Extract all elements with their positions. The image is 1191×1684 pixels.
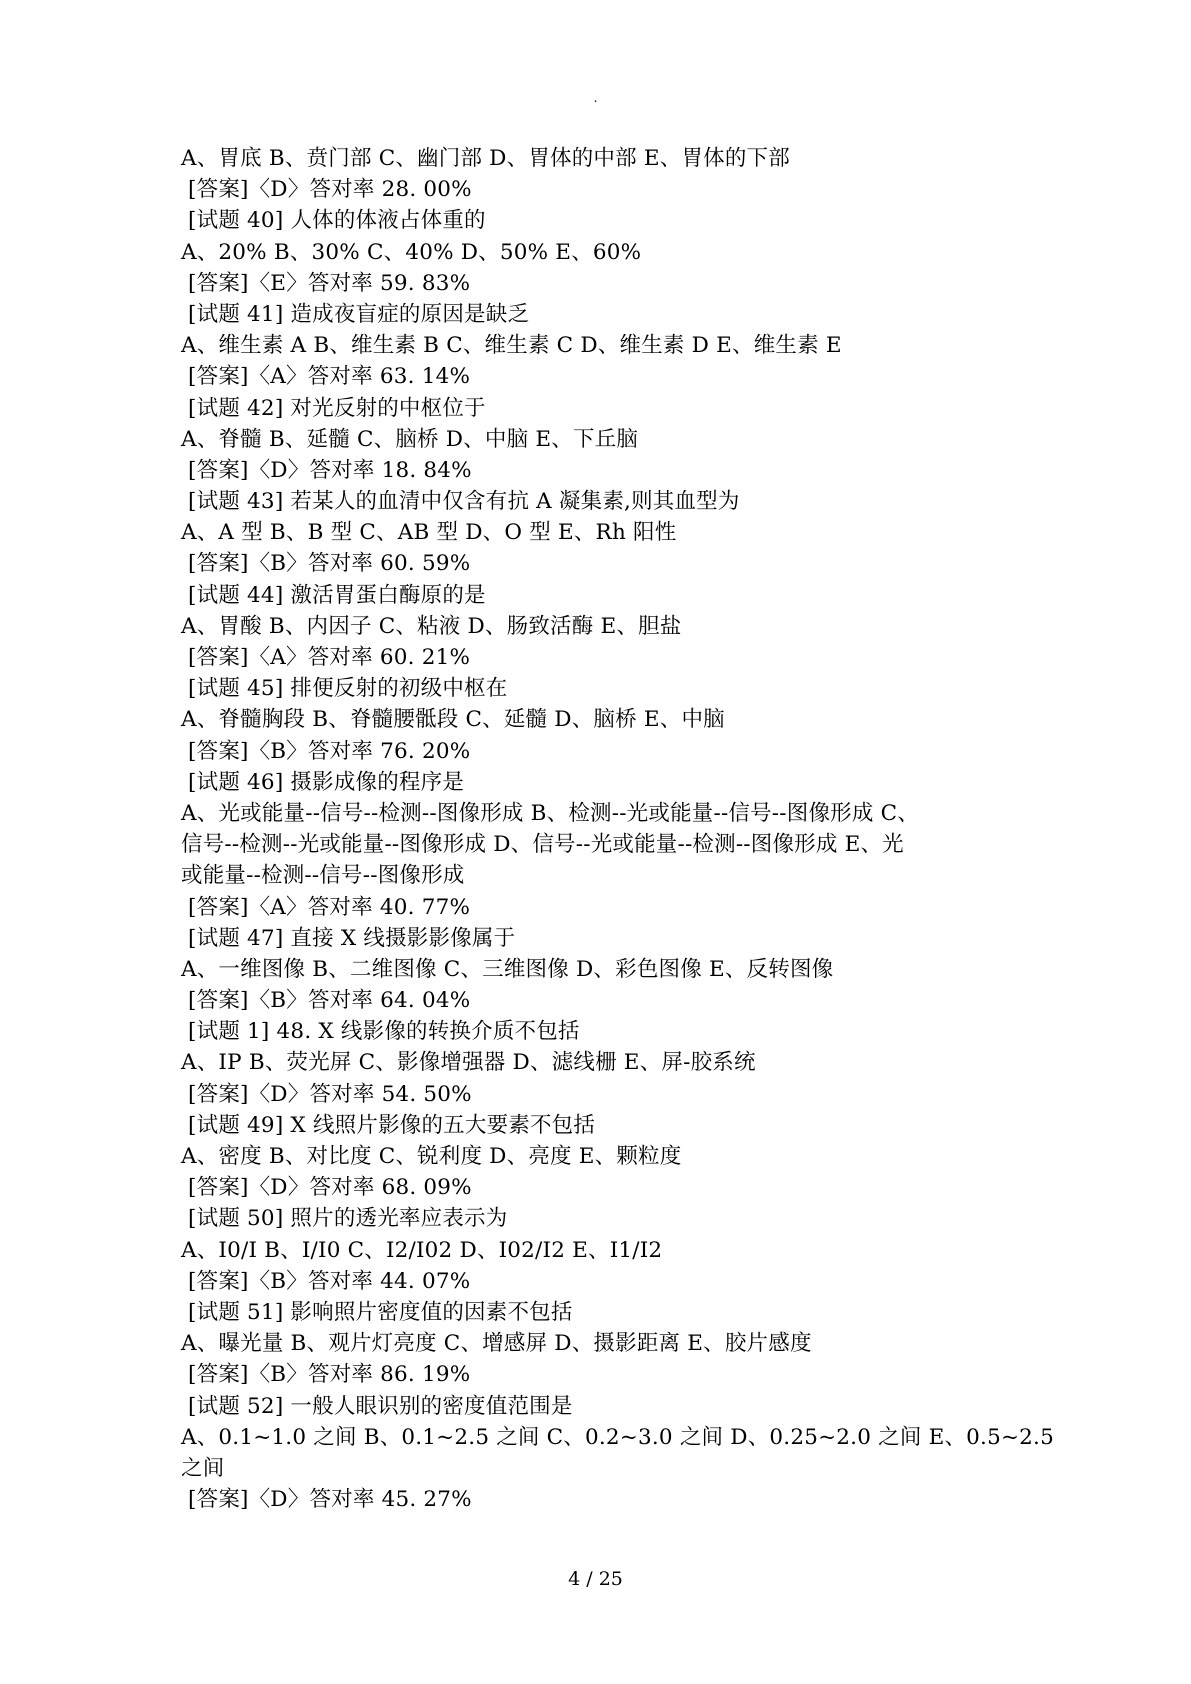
text-line: A、脊髓胸段 B、脊髓腰骶段 C、延髓 D、脑桥 E、中脑 [181,707,725,733]
text-line: [答案]〈B〉答对率 60. 59% [181,551,471,577]
text-line: A、曝光量 B、观片灯亮度 C、增感屏 D、摄影距离 E、胶片感度 [181,1331,812,1357]
text-line: [试题 44] 激活胃蛋白酶原的是 [181,582,486,608]
text-line: 或能量--检测--信号--图像形成 [181,863,465,889]
text-line: [答案]〈B〉答对率 76. 20% [181,738,471,764]
page-number: 4 / 25 [568,1568,623,1590]
text-line: [试题 51] 影响照片密度值的因素不包括 [181,1299,573,1325]
text-line: 信号--检测--光或能量--图像形成 D、信号--光或能量--检测--图像形成 E、光 [181,832,904,858]
header-mark: . [593,91,598,105]
text-line: A、一维图像 B、二维图像 C、三维图像 D、彩色图像 E、反转图像 [181,956,834,982]
text-line: [答案]〈A〉答对率 40. 77% [181,894,471,920]
text-line: [试题 43] 若某人的血清中仅含有抗 A 凝集素,则其血型为 [181,489,740,515]
text-line: [答案]〈D〉答对率 28. 00% [181,177,472,203]
text-line: [答案]〈B〉答对率 64. 04% [181,988,471,1014]
text-line: A、A 型 B、B 型 C、AB 型 D、O 型 E、Rh 阳性 [181,520,677,546]
text-line: [答案]〈B〉答对率 44. 07% [181,1268,471,1294]
text-line: [答案]〈A〉答对率 63. 14% [181,364,471,390]
text-line: A、胃底 B、贲门部 C、幽门部 D、胃体的中部 E、胃体的下部 [181,146,790,171]
text-line: [答案]〈D〉答对率 45. 27% [181,1487,472,1513]
document-body [181,143,1054,1515]
text-line: [试题 49] X 线照片影像的五大要素不包括 [181,1112,596,1138]
text-line: 之间 [181,1455,225,1481]
text-line: [答案]〈E〉答对率 59. 83% [181,270,471,296]
text-line: [试题 47] 直接 X 线摄影影像属于 [181,925,516,951]
text-line: [试题 46] 摄影成像的程序是 [181,769,465,795]
text-line: A、胃酸 B、内因子 C、粘液 D、肠致活酶 E、胆盐 [181,613,682,639]
text-line: [答案]〈B〉答对率 86. 19% [181,1362,471,1388]
text-line: A、光或能量--信号--检测--图像形成 B、检测--光或能量--信号--图像形成 C、 [181,800,919,826]
text-line: A、脊髓 B、延髓 C、脑桥 D、中脑 E、下丘脑 [181,426,639,452]
text-line: [试题 45] 排便反射的初级中枢在 [181,676,508,702]
text-line: [试题 50] 照片的透光率应表示为 [181,1206,508,1232]
text-line: [答案]〈D〉答对率 54. 50% [181,1081,472,1107]
text-line: A、I0/I B、I/I0 C、I2/I02 D、I02/I2 E、I1/I2 [181,1237,663,1263]
text-line: A、密度 B、对比度 C、锐利度 D、亮度 E、颗粒度 [181,1144,682,1169]
text-line: [试题 1] 48. X 线影像的转换介质不包括 [181,1019,580,1045]
text-line: [试题 52] 一般人眼识别的密度值范围是 [181,1393,573,1419]
text-line: [试题 42] 对光反射的中枢位于 [181,395,486,421]
text-line: A、维生素 A B、维生素 B C、维生素 C D、维生素 D E、维生素 E [181,333,842,359]
text-line: A、20% B、30% C、40% D、50% E、60% [181,239,642,265]
text-line: A、0.1~1.0 之间 B、0.1~2.5 之间 C、0.2~3.0 之间 D、0.25~2.0 之间 E、0.5~2.5 [181,1424,1054,1450]
text-line: [答案]〈D〉答对率 68. 09% [181,1175,472,1201]
text-line: [答案]〈D〉答对率 18. 84% [181,457,472,483]
text-line: [试题 41] 造成夜盲症的原因是缺乏 [181,301,530,327]
text-line: [试题 40] 人体的体液占体重的 [181,208,486,234]
text-line: A、IP B、荧光屏 C、影像增强器 D、滤线栅 E、屏-胶系统 [181,1050,756,1076]
text-line: [答案]〈A〉答对率 60. 21% [181,645,471,670]
